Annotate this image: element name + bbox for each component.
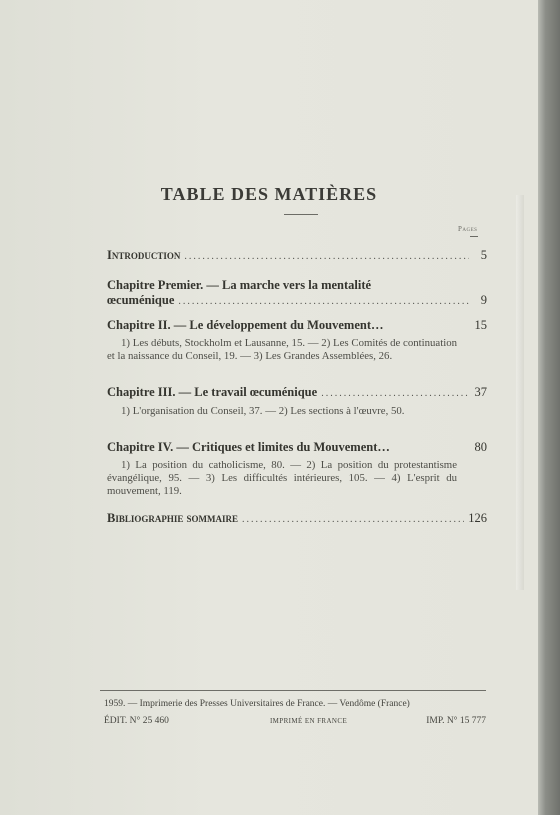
toc-entry-label-cont: œcuménique bbox=[107, 293, 175, 307]
toc-entry-page: 80 bbox=[474, 440, 487, 454]
footer-rule bbox=[100, 690, 486, 691]
toc-entry-label: Bibliographie sommaire bbox=[107, 511, 238, 525]
imprint-number: IMP. N° 15 777 bbox=[426, 716, 486, 726]
page-title: TABLE DES MATIÈRES bbox=[160, 184, 378, 204]
pages-header-rule bbox=[470, 236, 478, 237]
toc-entry-chapter-4 bbox=[107, 440, 487, 455]
toc-entry-details: 1) Les débuts, Stockholm et Lausanne, 15. — 2) Les Comités de continuation et la naissance du Conseil, 19. — 3) Les Grandes Assemblées, 26. bbox=[107, 337, 457, 362]
edition-number: ÉDIT. N° 25 460 bbox=[104, 716, 169, 726]
toc-entry-page: 15 bbox=[474, 318, 487, 332]
footer-row bbox=[104, 716, 486, 726]
toc-entry-label: Chapitre II. — Le développement du Mouvement… bbox=[107, 318, 384, 332]
toc-entry-details: 1) La position du catholicisme, 80. — 2) La position du protestantisme évangélique, 95. — 3) Les difficultés intérieures, 105. — 4) L'esprit du mouvement, 119. bbox=[107, 459, 457, 497]
leader-dots bbox=[321, 386, 469, 401]
pages-column-header: Pages bbox=[458, 225, 478, 233]
book-edge bbox=[538, 0, 560, 815]
toc-entry-introduction bbox=[107, 248, 487, 264]
toc-entry-label: Chapitre III. — Le travail œcuménique bbox=[107, 385, 318, 399]
toc-entry-bibliography bbox=[107, 511, 487, 527]
toc-entry-label: Introduction bbox=[107, 248, 181, 262]
toc-entry-label: Chapitre IV. — Critiques et limites du Mouvement… bbox=[107, 440, 390, 454]
toc-entry-chapter-1 bbox=[107, 278, 487, 309]
toc-entry-page: 9 bbox=[480, 293, 487, 307]
printer-imprint: 1959. — Imprimerie des Presses Universitaires de France. — Vendôme (France) bbox=[104, 699, 410, 709]
toc-entry-chapter-3 bbox=[107, 385, 487, 401]
toc-entry-page: 126 bbox=[468, 511, 487, 525]
leader-dots bbox=[242, 512, 464, 527]
leader-dots bbox=[184, 249, 469, 264]
page-fold bbox=[516, 195, 524, 590]
leader-dots bbox=[178, 294, 469, 309]
toc-entry-details: 1) L'organisation du Conseil, 37. — 2) Les sections à l'œuvre, 50. bbox=[121, 405, 405, 417]
toc-entry-label: Chapitre Premier. — La marche vers la mentalité bbox=[107, 278, 372, 292]
toc-entry-chapter-2 bbox=[107, 318, 487, 333]
printed-in-france: IMPRIMÉ EN FRANCE bbox=[269, 717, 348, 725]
toc-entry-page: 37 bbox=[474, 385, 487, 399]
title-rule bbox=[284, 214, 318, 215]
toc-entry-page: 5 bbox=[480, 248, 487, 262]
